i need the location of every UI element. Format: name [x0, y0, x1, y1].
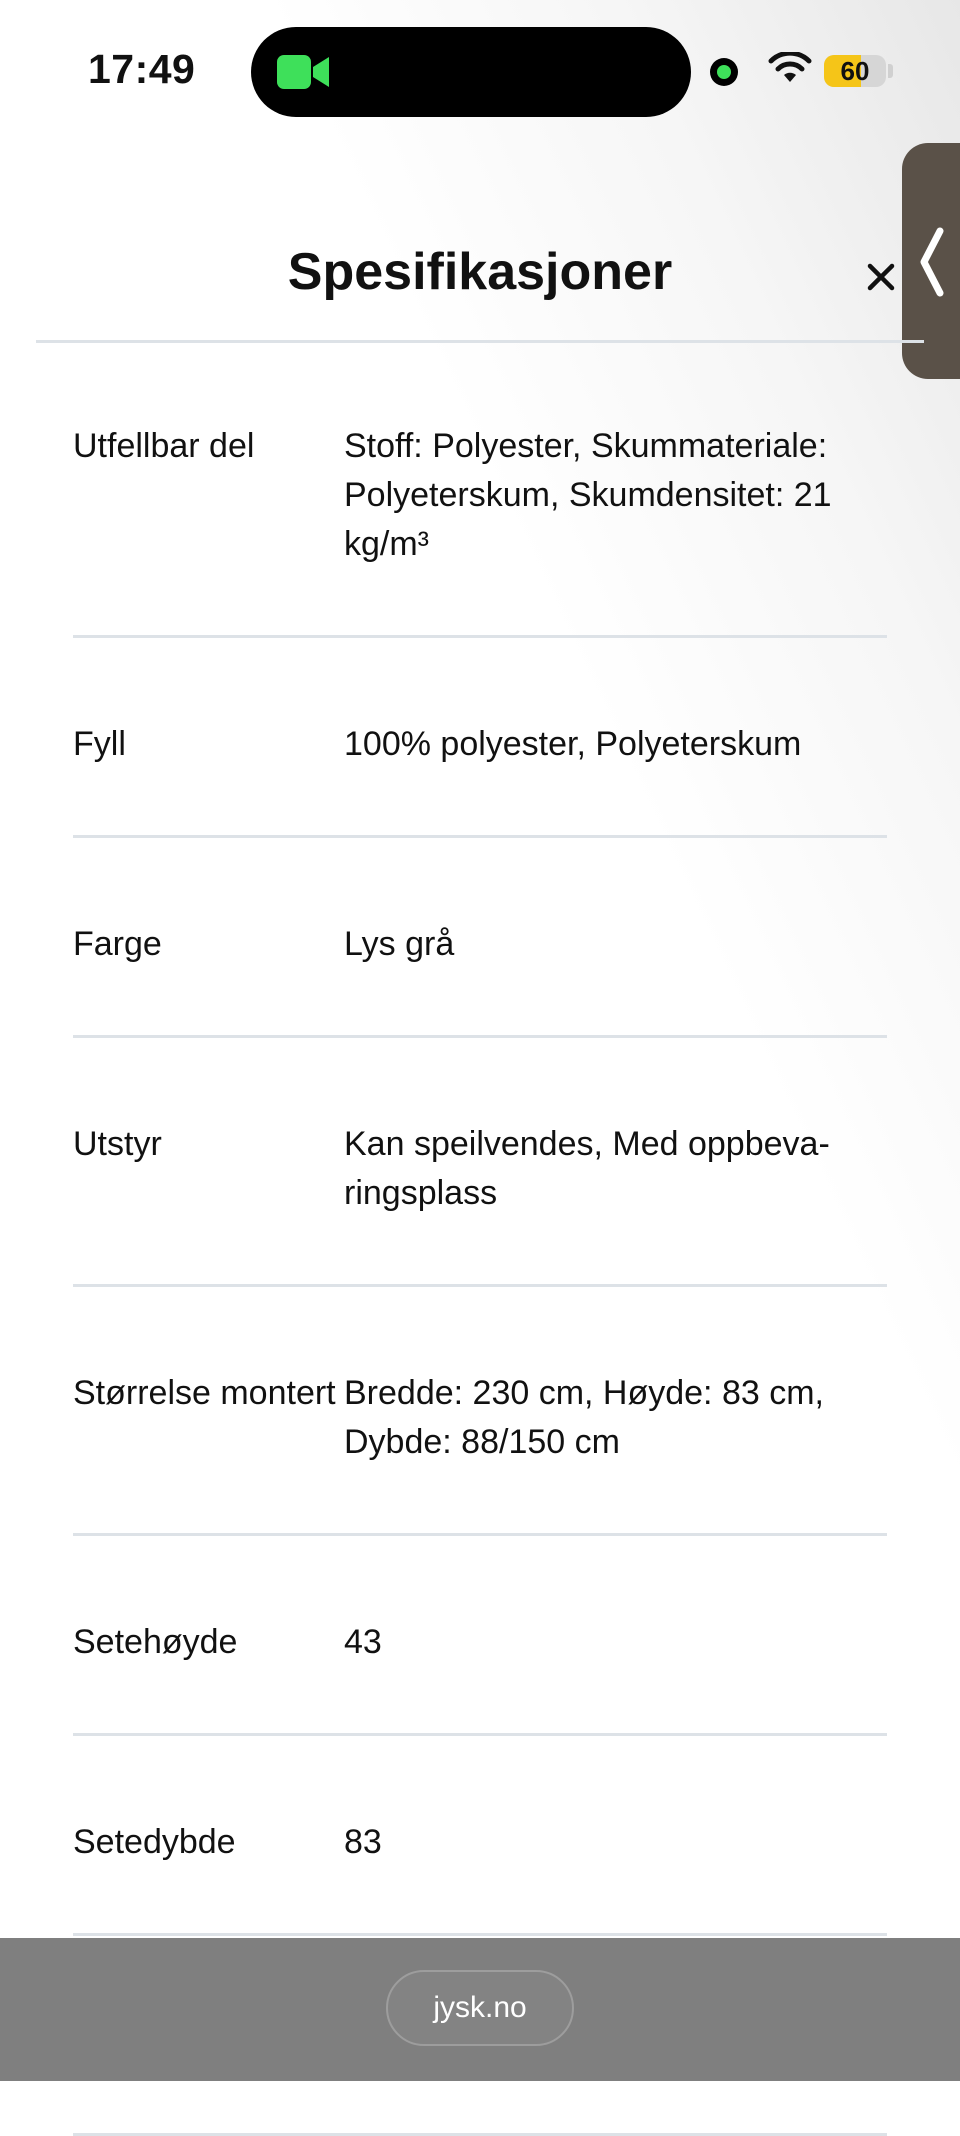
battery-indicator	[824, 55, 886, 87]
close-icon	[867, 263, 895, 291]
modal-title: Spesifikasjoner	[287, 243, 673, 301]
battery-level: 60	[840, 56, 870, 86]
spec-value: Lys grå	[344, 925, 455, 963]
spec-value: 100% polyester, Polyeterskum	[344, 725, 802, 763]
spec-row-utfellbar-del	[73, 340, 887, 638]
spec-label: Setehøyde	[73, 1623, 238, 1661]
browser-bottom-bar	[0, 1938, 960, 2081]
spec-label: Farge	[73, 925, 162, 963]
spec-row-setehoyde	[73, 1536, 887, 1736]
spec-label: Utstyr	[73, 1125, 162, 1163]
spec-value: Stoff: Polyester, Skummateriale: Polyeterskum, Skumdensitet: 21 kg/m³	[344, 427, 832, 563]
spec-value: Kan speilvendes, Med oppbevaringsplass	[344, 1125, 830, 1212]
close-button[interactable]	[856, 252, 906, 302]
video-camera-icon	[277, 55, 329, 89]
spec-row-storrelse-montert	[73, 1287, 887, 1536]
battery-cap	[888, 64, 893, 78]
camera-in-use-indicator	[710, 58, 738, 86]
spec-row-farge	[73, 838, 887, 1038]
spec-value: 83	[344, 1823, 382, 1861]
spec-label: Utfellbar del	[73, 427, 255, 465]
status-bar	[0, 0, 960, 140]
spec-row-fyll	[73, 638, 887, 838]
spec-label: Fyll	[73, 725, 126, 763]
spec-list	[73, 340, 887, 2136]
url-address-pill[interactable]: jysk.no	[386, 1970, 574, 2046]
wifi-icon	[768, 52, 812, 86]
spec-value: Bredde: 230 cm, Høyde: 83 cm, Dybde: 88/150 cm	[344, 1374, 824, 1461]
spec-label: Setedybde	[73, 1823, 236, 1861]
modal-header	[36, 200, 924, 343]
spec-value: 43	[344, 1623, 382, 1661]
spec-row-utstyr	[73, 1038, 887, 1287]
spec-label: Størrelse montert	[73, 1374, 336, 1412]
status-time: 17:49	[88, 46, 196, 92]
spec-row-setedybde	[73, 1736, 887, 1936]
